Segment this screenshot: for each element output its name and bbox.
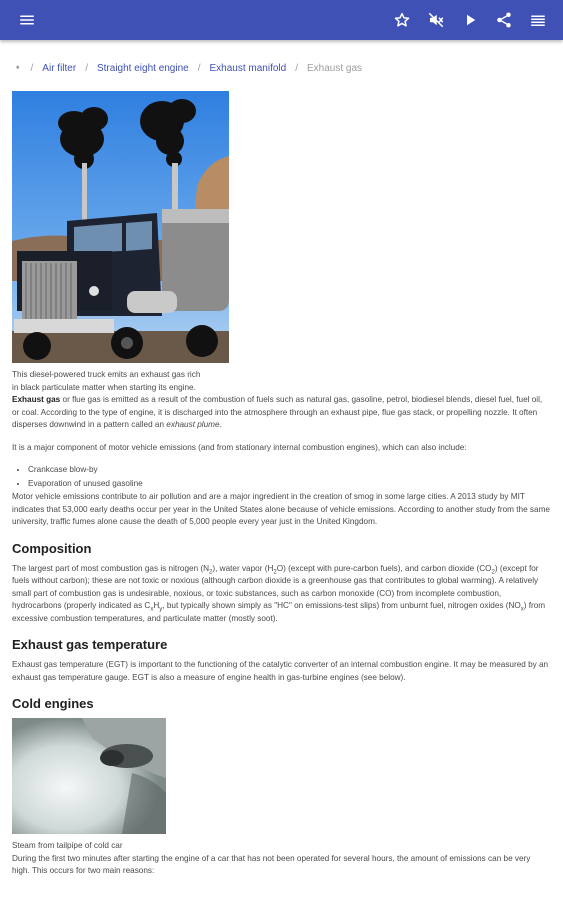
cold-car-caption: Steam from tailpipe of cold car xyxy=(12,841,123,850)
breadcrumb-item-straight-eight-engine[interactable]: Straight eight engine xyxy=(96,63,189,74)
caption-line: in black particulate matter when starting its engine. xyxy=(12,382,196,392)
breadcrumb-separator: / xyxy=(197,63,201,74)
breadcrumb-item-air-filter[interactable]: Air filter xyxy=(42,63,77,74)
intro-bold-term: Exhaust gas xyxy=(12,395,61,404)
composition-paragraph xyxy=(12,563,550,626)
share-icon[interactable] xyxy=(487,0,521,40)
intro-end: . xyxy=(219,420,222,429)
comp-text: ) (except for fuels without carbon); these are not toxic or noxious (although carbon dioxide is a greenhouse gas that contributes to global warming). A relatively small part of combustion gas is undesirable, noxious, or toxic substances, such as carbon monoxide (CO) from incomplete combustion, hydrocarbons (properly indicated as C xyxy=(12,563,539,610)
comp-text: ) from excessive combustion temperatures, and particulate matter (mostly soot). xyxy=(12,601,546,623)
component-paragraph: It is a major component of motor vehicle emissions (and from stationary internal combustion engines), which can also include: xyxy=(12,442,467,452)
caption-line: This diesel-powered truck emits an exhaust gas rich xyxy=(12,370,201,379)
cold-engines-paragraph: During the first two minutes after starting the engine of a car that has not been operated for several hours, the amount of emissions can be very high. This occurs for two main reasons: xyxy=(12,853,531,875)
menu-icon[interactable] xyxy=(10,0,44,40)
emissions-list xyxy=(28,464,550,490)
article-content xyxy=(12,91,550,878)
breadcrumb-separator: / xyxy=(85,63,88,74)
star-icon[interactable] xyxy=(385,0,419,40)
app-bar xyxy=(0,0,563,40)
comp-subscript: x xyxy=(150,606,154,613)
list-item: • Evaporation of unused gasoline xyxy=(28,478,550,491)
comp-subscript: x xyxy=(520,606,524,613)
list-item: • Crankcase blow-by xyxy=(28,464,550,477)
composition-heading: Composition xyxy=(12,540,92,556)
comp-text: The largest part of most combustion gas is nitrogen (N xyxy=(12,563,210,573)
breadcrumb-separator: / xyxy=(30,63,34,74)
play-icon[interactable] xyxy=(453,0,487,40)
comp-text: , but typically shown simply as "HC" on emissions-test slips) from unburnt fuel, nitrogen oxides (NO xyxy=(162,601,521,610)
cold-car-photo[interactable] xyxy=(12,718,166,834)
breadcrumb xyxy=(14,63,554,74)
truck-photo[interactable] xyxy=(12,91,229,363)
egt-heading: Exhaust gas temperature xyxy=(12,637,168,652)
intro-italic-term: exhaust plume xyxy=(166,420,220,429)
comp-subscript: 2 xyxy=(491,569,495,576)
intro-text: or flue gas is emitted as a result of the combustion of fuels such as natural gas, gasoline, petrol, biodiesel blends, diesel fuel, fuel oil, or coal. According to the type of engine, it is discharged into the atmosphere through an exhaust pipe, flue gas stack, or propelling nozzle. It often disperses downwind in a pattern called an xyxy=(12,395,543,429)
comp-text: ), water vapor (H xyxy=(212,563,274,573)
emissions-paragraph: Motor vehicle emissions contribute to air pollution and are a major ingredient in the creation of smog in some large cities. A 2013 study by MIT indicates that 53,000 early deaths occur per year in the United States alone because of vehicle emissions. According to another study from the same university, traffic fumes alone cause the death of 5,000 people every year just in the United Kingdom. xyxy=(12,492,550,526)
comp-text: H xyxy=(153,601,160,610)
comp-text: O) (except with pure-carbon fuels), and carbon dioxide (CO xyxy=(276,563,492,573)
breadcrumb-separator: / xyxy=(295,63,298,74)
breadcrumb-current: Exhaust gas xyxy=(307,63,363,74)
breadcrumb-home[interactable]: * xyxy=(16,63,20,74)
breadcrumb-item-exhaust-manifold[interactable]: Exhaust manifold xyxy=(209,63,287,74)
comp-subscript: 2 xyxy=(209,569,213,576)
volume-off-icon[interactable] xyxy=(419,0,453,40)
cold-engines-heading: Cold engines xyxy=(12,696,94,711)
intro-paragraph xyxy=(12,394,550,432)
comp-subscript: 2 xyxy=(273,569,277,576)
comp-subscript: y xyxy=(159,606,163,613)
list-icon[interactable] xyxy=(521,0,555,40)
egt-paragraph: Exhaust gas temperature (EGT) is important to the functioning of the catalytic converter of an internal combustion engine. It may be measured by an exhaust gas temperature gauge. EGT is also a measure of engine health in gas-turbine engines (see below). xyxy=(12,660,549,682)
truck-photo-caption xyxy=(12,369,252,394)
